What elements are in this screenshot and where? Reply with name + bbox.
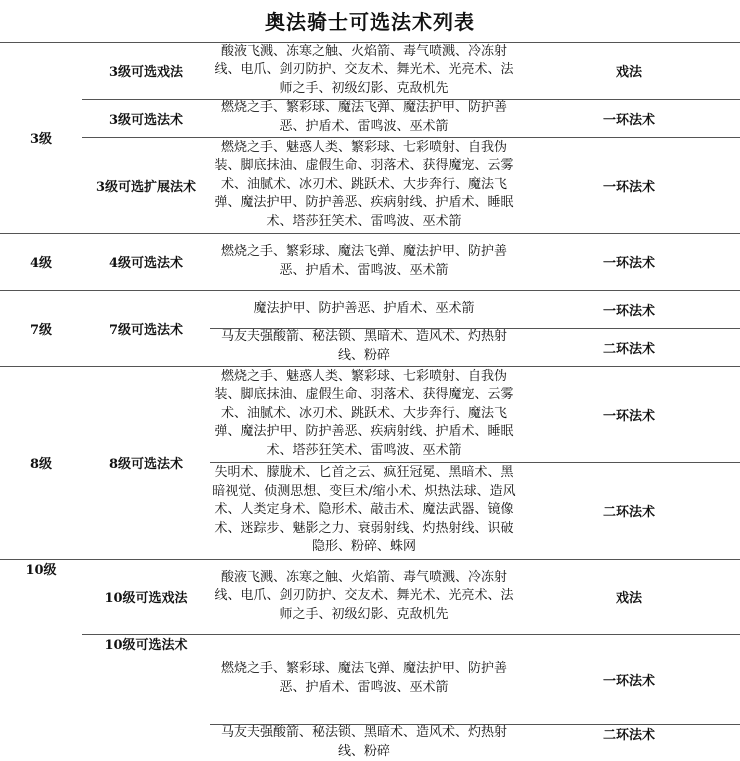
spell-ring-cell: 二环法术 (602, 728, 655, 743)
spell-ring-cell: 戏法 (615, 65, 642, 80)
category-cell: 3级可选法术 (108, 112, 184, 128)
spell-ring-cell: 一环法术 (602, 408, 655, 424)
spell-list-cell: 魔法护甲、防护善恶、护盾术、巫术箭 (253, 300, 475, 316)
level-cell: 8级 (29, 457, 53, 472)
spell-ring-cell: 一环法术 (602, 179, 655, 195)
spell-ring-cell: 一环法术 (602, 673, 655, 689)
spell-list-cell: 燃烧之手、魅惑人类、繁彩球、七彩喷射、自我伪装、脚底抹油、虚假生命、羽落术、获得魔宠、云雾术、油腻术、冰刃术、跳跃术、大步奔行、魔法飞弹、魔法护甲、防护善恶、疾病射线、护盾术、睡眠术、塔莎狂笑术、雷鸣波、巫术箭 (214, 139, 514, 229)
spell-ring-cell: 一环法术 (602, 303, 655, 319)
spell-list-cell: 燃烧之手、繁彩球、魔法飞弹、魔法护甲、防护善恶、护盾术、雷鸣波、巫术箭 (220, 100, 507, 134)
category-cell: 10级可选法术 (104, 638, 188, 653)
level-cell: 10级 (25, 563, 57, 578)
spell-list-cell: 失明术、朦胧术、匕首之云、疯狂冠冕、黑暗术、黑暗视觉、侦测思想、变巨术/缩小术、炽热法球、造风术、人类定身术、隐形术、敲击术、魔法武器、镜像术、迷踪步、魅影之力、衰弱射线、灼热射线、识破隐形、粉碎、蛛网 (212, 465, 516, 555)
spell-list-cell: 马友夫强酸箭、秘法锁、黑暗术、造风术、灼热射线、粉碎 (220, 329, 507, 363)
spell-ring-cell: 一环法术 (602, 256, 655, 271)
spell-list-cell: 燃烧之手、繁彩球、魔法飞弹、魔法护甲、防护善恶、护盾术、雷鸣波、巫术箭 (220, 661, 507, 695)
level-cell: 7级 (29, 322, 53, 338)
category-cell: 7级可选法术 (108, 322, 184, 338)
spell-list-cell: 马友夫强酸箭、秘法锁、黑暗术、造风术、灼热射线、粉碎 (220, 725, 507, 759)
level-cell: 4级 (29, 256, 53, 271)
row-divider (0, 42, 82, 43)
category-cell: 3级可选戏法 (108, 65, 184, 80)
spell-list-cell: 燃烧之手、繁彩球、魔法飞弹、魔法护甲、防护善恶、护盾术、雷鸣波、巫术箭 (220, 243, 507, 278)
spell-ring-cell: 一环法术 (602, 112, 655, 128)
row-divider (210, 42, 740, 43)
spell-table (0, 42, 740, 759)
spell-ring-cell: 二环法术 (602, 341, 655, 357)
page-title: 奥法骑士可选法术列表 (265, 10, 475, 34)
spell-list-cell: 燃烧之手、魅惑人类、繁彩球、七彩喷射、自我伪装、脚底抹油、虚假生命、羽落术、获得魔宠、云雾术、油腻术、冰刃术、跳跃术、大步奔行、魔法飞弹、魔法护甲、防护善恶、疾病射线、护盾术、睡眠术、塔莎狂笑术、雷鸣波、巫术箭 (214, 368, 514, 458)
category-cell: 3级可选扩展法术 (95, 179, 197, 195)
row-divider (82, 42, 210, 43)
spell-ring-cell: 戏法 (615, 591, 642, 606)
category-cell: 10级可选戏法 (104, 591, 188, 606)
spell-list-cell: 酸液飞溅、冻寒之触、火焰箭、毒气喷溅、冷冻射线、电爪、剑刃防护、交友术、舞光术、光亮术、法师之手、初级幻影、克敌机先 (214, 569, 514, 622)
spell-ring-cell: 二环法术 (602, 505, 655, 520)
category-cell: 8级可选法术 (108, 457, 184, 472)
category-cell: 4级可选法术 (108, 256, 184, 271)
level-cell: 3级 (29, 132, 53, 147)
spell-list-cell: 酸液飞溅、冻寒之触、火焰箭、毒气喷溅、冷冻射线、电爪、剑刃防护、交友术、舞光术、光亮术、法师之手、初级幻影、克敌机先 (214, 43, 514, 96)
